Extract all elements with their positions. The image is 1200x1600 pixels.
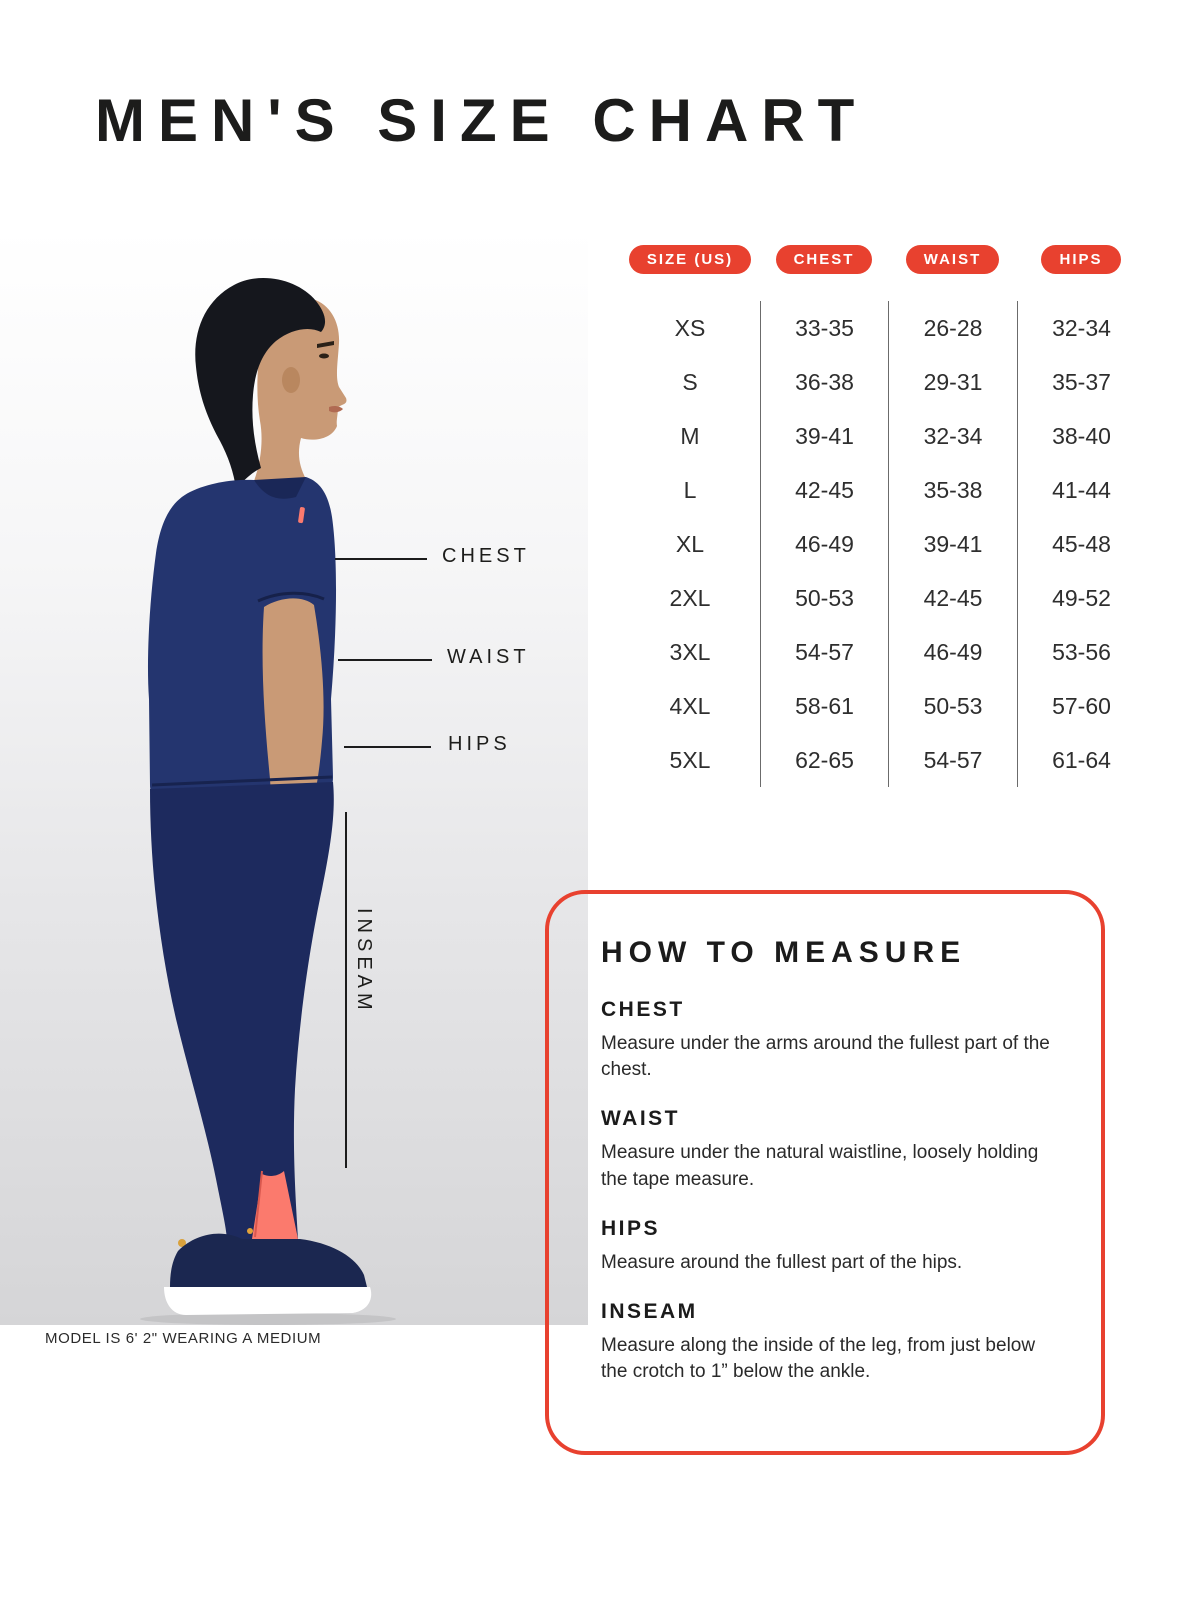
- cell-waist: 39-41: [888, 517, 1017, 571]
- how-to-measure-title: HOW TO MEASURE: [601, 936, 967, 969]
- measure-section-heading: CHEST: [601, 998, 685, 1021]
- measure-section-heading: WAIST: [601, 1107, 680, 1131]
- inseam-leader-line: [345, 812, 347, 1168]
- sneaker-sole: [164, 1287, 371, 1315]
- cell-waist: 32-34: [888, 409, 1017, 463]
- waist-figure-label: WAIST: [447, 646, 530, 668]
- chest-figure-label: CHEST: [442, 545, 530, 567]
- size-table: [620, 244, 1145, 787]
- table-row: [620, 679, 1145, 733]
- model-mouth: [329, 406, 343, 412]
- measure-section-text: Measure around the fullest part of the hips.: [601, 1251, 963, 1273]
- model-illustration: [0, 228, 588, 1325]
- table-row: [620, 517, 1145, 571]
- cell-size: 4XL: [669, 692, 711, 719]
- cell-hips: 41-44: [1017, 463, 1145, 517]
- inseam-figure-label: INSEAM: [353, 908, 375, 1015]
- measure-section-text: Measure under the arms around the fullest part of the chest.: [601, 1033, 1050, 1081]
- ground-shadow: [140, 1313, 396, 1325]
- measure-section-heading: INSEAM: [601, 1300, 698, 1324]
- cell-chest: 33-35: [760, 301, 888, 355]
- how-to-measure-box: [545, 890, 1105, 1455]
- cell-chest: 36-38: [760, 355, 888, 409]
- column-header-badge: WAIST: [906, 245, 1000, 274]
- chest-leader-line: [335, 558, 427, 560]
- table-row: [620, 625, 1145, 679]
- cell-hips: 61-64: [1017, 733, 1145, 787]
- cell-hips: 38-40: [1017, 409, 1145, 463]
- cell-hips: 49-52: [1017, 571, 1145, 625]
- column-header-cell: [620, 244, 760, 274]
- cell-chest: 42-45: [760, 463, 888, 517]
- cell-chest: 50-53: [760, 571, 888, 625]
- table-row: [620, 733, 1145, 787]
- zipper-pull: [247, 1228, 253, 1234]
- cell-waist: 50-53: [888, 679, 1017, 733]
- column-header-badge: HIPS: [1041, 245, 1120, 274]
- cell-size: S: [682, 368, 698, 395]
- column-header-cell: [760, 244, 888, 274]
- hips-leader-line: [344, 746, 431, 748]
- measure-section: [601, 1217, 1065, 1276]
- cell-chest: 58-61: [760, 679, 888, 733]
- table-row: [620, 463, 1145, 517]
- model-scrub-pants: [150, 782, 334, 1239]
- column-header-badge: CHEST: [776, 245, 873, 274]
- measure-section-text: Measure along the inside of the leg, from just below the crotch to 1” below the ankle.: [601, 1335, 1036, 1383]
- measure-section: [601, 998, 1065, 1083]
- cell-size: XS: [674, 314, 706, 341]
- measure-section: [601, 1300, 1065, 1385]
- page-title: MEN'S SIZE CHART: [95, 87, 868, 154]
- table-row: [620, 355, 1145, 409]
- table-row: [620, 409, 1145, 463]
- model-eye: [319, 354, 329, 359]
- column-header-cell: [888, 244, 1017, 274]
- cell-waist: 26-28: [888, 301, 1017, 355]
- cell-waist: 46-49: [888, 625, 1017, 679]
- cell-chest: 54-57: [760, 625, 888, 679]
- measure-section-heading: HIPS: [601, 1216, 661, 1240]
- cell-size: 3XL: [669, 638, 711, 665]
- size-table-header: [620, 244, 1145, 274]
- size-table-rows: [620, 301, 1145, 787]
- cell-hips: 53-56: [1017, 625, 1145, 679]
- cell-hips: 32-34: [1017, 301, 1145, 355]
- table-row: [620, 571, 1145, 625]
- cell-size: 5XL: [669, 746, 711, 773]
- cell-size: XL: [675, 530, 705, 557]
- cell-chest: 39-41: [760, 409, 888, 463]
- cell-hips: 35-37: [1017, 355, 1145, 409]
- column-header-cell: [1017, 244, 1145, 274]
- model-photo: [0, 228, 588, 1325]
- measure-section: [601, 1107, 1065, 1192]
- cell-waist: 54-57: [888, 733, 1017, 787]
- how-to-measure-sections: [601, 998, 1065, 1386]
- column-header-badge: SIZE (US): [629, 245, 751, 274]
- cell-waist: 35-38: [888, 463, 1017, 517]
- cell-chest: 46-49: [760, 517, 888, 571]
- table-row: [620, 301, 1145, 355]
- cell-waist: 29-31: [888, 355, 1017, 409]
- cell-size: L: [683, 476, 697, 503]
- hips-figure-label: HIPS: [448, 733, 511, 755]
- waist-leader-line: [338, 659, 432, 661]
- cell-size: 2XL: [669, 584, 711, 611]
- model-ear: [282, 367, 300, 393]
- sneaker-upper: [170, 1234, 367, 1287]
- cell-waist: 42-45: [888, 571, 1017, 625]
- cell-hips: 45-48: [1017, 517, 1145, 571]
- cell-size: M: [680, 422, 700, 449]
- cell-chest: 62-65: [760, 733, 888, 787]
- cell-hips: 57-60: [1017, 679, 1145, 733]
- model-caption: MODEL IS 6' 2" WEARING A MEDIUM: [45, 1330, 322, 1347]
- measure-section-text: Measure under the natural waistline, loosely holding the tape measure.: [601, 1142, 1039, 1190]
